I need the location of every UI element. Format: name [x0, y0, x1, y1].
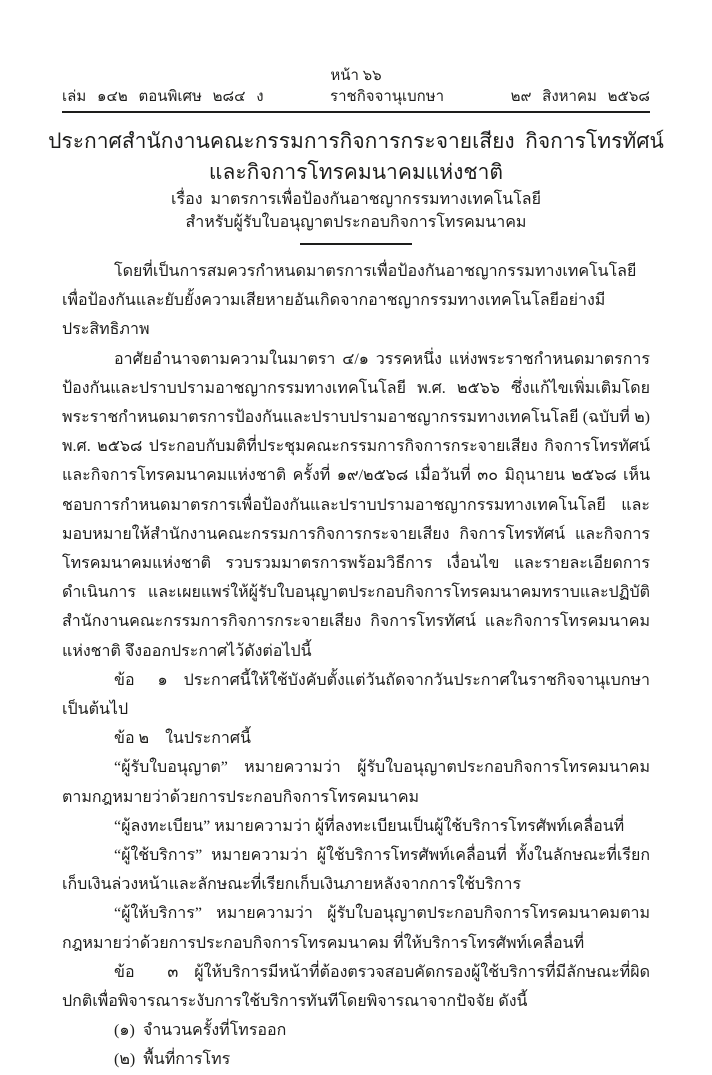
paragraph: ข้อ ๑ ประกาศนี้ให้ใช้บังคับตั้งแต่วันถัดจากวันประกาศในราชกิจจานุเบกษาเป็นต้นไป — [62, 671, 650, 719]
gazette-name: ราชกิจจานุเบกษา — [330, 89, 445, 105]
document-body — [62, 257, 650, 1075]
paragraph: อาศัยอำนาจตามความในมาตรา ๔/๑ วรรคหนึ่ง แห่งพระราชกำหนดมาตรการป้องกันและปราบปรามอาชญากรรมทางเทคโนโลยี พ.ศ. ๒๕๖๖ ซึ่งแก้ไขเพิ่มเติมโดยพระราชกำหนดมาตรการป้องกันและปราบปรามอาชญากรรมทางเทคโนโลยี (ฉบับที่ ๒) พ.ศ. ๒๕๖๘ ประกอบกับมติที่ประชุมคณะกรรมการกิจการกระจายเสียง กิจการโทรทัศน์ และกิจการโทรคมนาคมแห่งชาติ ครั้งที่ ๑๙/๒๕๖๘ เมื่อวันที่ ๓๐ มิถุนายน ๒๕๖๘ เห็นชอบการกำหนดมาตรการเพื่อป้องกันและปราบปรามอาชญากรรมทางเทคโนโลยี และมอบหมายให้สำนักงานคณะกรรมการกิจการกระจายเสียง กิจการโทรทัศน์ และกิจการโทรคมนาคมแห่งชาติ รวบรวมมาตรการพร้อมวิธีการ เงื่อนไข และรายละเอียดการดำเนินการ และเผยแพร่ให้ผู้รับใบอนุญาตประกอบกิจการโทรคมนาคมทราบและปฏิบัติ สำนักงานคณะกรรมการกิจการกระจายเสียง กิจการโทรทัศน์ และกิจการโทรคมนาคมแห่งชาติ จึงออกประกาศไว้ดังต่อไปนี้ — [62, 350, 650, 660]
publication-date: ๒๙ สิงหาคม ๒๕๖๘ — [510, 89, 650, 105]
paragraph: “ผู้ให้บริการ” หมายความว่า ผู้รับใบอนุญาตประกอบกิจการโทรคมนาคมตามกฎหมายว่าด้วยการประกอบกิจการโทรคมนาคม ที่ให้บริการโทรศัพท์เคลื่อนที่ — [62, 905, 650, 952]
gazette-header — [62, 0, 650, 113]
announcement-title-line1: ประกาศสำนักงานคณะกรรมการกิจการกระจายเสียง กิจการโทรทัศน์ — [48, 129, 664, 153]
paragraph: “ผู้ใช้บริการ” หมายความว่า ผู้ใช้บริการโทรศัพท์เคลื่อนที่ ทั้งในลักษณะที่เรียกเก็บเงินล่วงหน้าและลักษณะที่เรียกเก็บเงินภายหลังจากการใช้บริการ — [62, 847, 650, 894]
volume-issue-label: เล่ม ๑๔๒ ตอนพิเศษ ๒๘๔ ง — [62, 89, 264, 105]
page-number: หน้า ๖๖ — [330, 68, 382, 84]
subject-line1: เรื่อง มาตรการเพื่อป้องกันอาชญากรรมทางเทคโนโลยี — [171, 191, 541, 208]
gazette-header-row — [62, 87, 650, 108]
title-block — [40, 126, 672, 245]
paragraph: ข้อ ๒ ในประกาศนี้ — [114, 730, 251, 748]
paragraph: โดยที่เป็นการสมควรกำหนดมาตรการเพื่อป้องกันอาชญากรรมทางเทคโนโลยีเพื่อป้องกันและยับยั้งความเสียหายอันเกิดจากอาชญากรรมทางเทคโนโลยีอย่างมีประสิทธิภาพ — [62, 263, 637, 339]
paragraph: (๒) พื้นที่การโทร — [114, 1051, 231, 1069]
announcement-title-line2: และกิจการโทรคมนาคมแห่งชาติ — [208, 160, 504, 184]
title-divider — [300, 243, 412, 245]
subject-line2: สำหรับผู้รับใบอนุญาตประกอบกิจการโทรคมนาคม — [185, 214, 527, 231]
paragraph: ข้อ ๓ ผู้ให้บริการมีหน้าที่ต้องตรวจสอบคัดกรองผู้ใช้บริการที่มีลักษณะที่ผิดปกติเพื่อพิจารณาระงับการใช้บริการทันทีโดยพิจารณาจากปัจจัย ดังนี้ — [62, 963, 650, 1011]
header-divider — [62, 111, 650, 113]
paragraph: “ผู้ลงทะเบียน” หมายความว่า ผู้ที่ลงทะเบียนเป็นผู้ใช้บริการโทรศัพท์เคลื่อนที่ — [114, 817, 625, 835]
paragraph: “ผู้รับใบอนุญาต” หมายความว่า ผู้รับใบอนุญาตประกอบกิจการโทรคมนาคมตามกฎหมายว่าด้วยการประกอบกิจการโทรคมนาคม — [62, 759, 650, 806]
paragraph: (๑) จำนวนครั้งที่โทรออก — [114, 1022, 287, 1040]
